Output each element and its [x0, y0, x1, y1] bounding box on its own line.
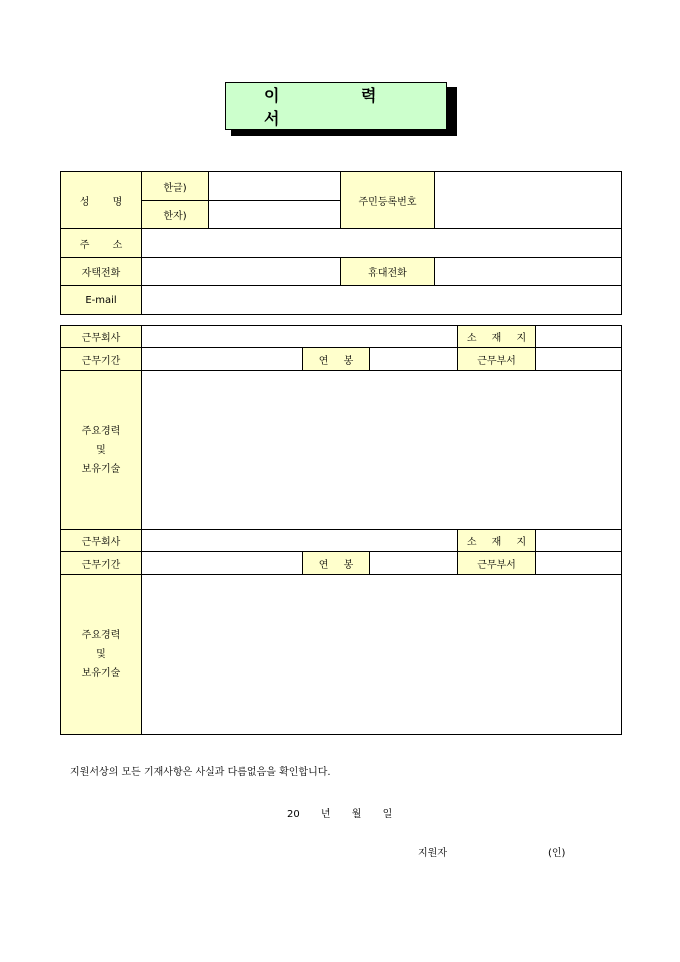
salary-label: 연 봉 [303, 348, 370, 371]
main-career-label: 주요경력 및 보유기술 [61, 371, 142, 530]
confirmation-statement: 지원서상의 모든 기재사항은 사실과 다름없음을 확인합니다. [70, 767, 331, 778]
resident-no-label: 주민등록번호 [341, 172, 435, 229]
mobile-label: 휴대전화 [341, 258, 435, 286]
email-label: E-mail [61, 286, 142, 315]
personal-info-table [60, 171, 622, 315]
department-label: 근무부서 [458, 348, 536, 371]
mobile-field[interactable] [435, 258, 622, 286]
resident-no-field[interactable] [435, 172, 622, 229]
salary-field[interactable] [370, 552, 458, 575]
period-field[interactable] [142, 348, 303, 371]
company-field[interactable] [142, 326, 458, 348]
main-career-label: 주요경력 및 보유기술 [61, 575, 142, 735]
main-career-field[interactable] [142, 371, 622, 530]
home-phone-label: 자택전화 [61, 258, 142, 286]
location-field[interactable] [536, 530, 622, 552]
period-label: 근무기간 [61, 552, 142, 575]
salary-label: 연 봉 [303, 552, 370, 575]
address-field[interactable] [142, 229, 622, 258]
hanja-name-field[interactable] [209, 201, 341, 229]
location-label: 소 재 지 [458, 530, 536, 552]
department-field[interactable] [536, 552, 622, 575]
salary-field[interactable] [370, 348, 458, 371]
department-field[interactable] [536, 348, 622, 371]
seal-label: (인) [548, 848, 566, 859]
career-table [60, 325, 622, 735]
hangul-label: 한글) [142, 172, 209, 201]
home-phone-field[interactable] [142, 258, 341, 286]
applicant-label: 지원자 [418, 848, 447, 859]
location-label: 소 재 지 [458, 326, 536, 348]
hanja-label: 한자) [142, 201, 209, 229]
period-label: 근무기간 [61, 348, 142, 371]
page-title: 이 력 서 [225, 82, 447, 130]
address-label: 주 소 [61, 229, 142, 258]
hangul-name-field[interactable] [209, 172, 341, 201]
period-field[interactable] [142, 552, 303, 575]
main-career-field[interactable] [142, 575, 622, 735]
company-label: 근무회사 [61, 326, 142, 348]
email-field[interactable] [142, 286, 622, 315]
company-label: 근무회사 [61, 530, 142, 552]
signature-date: 20 년 월 일 [287, 809, 393, 820]
company-field[interactable] [142, 530, 458, 552]
department-label: 근무부서 [458, 552, 536, 575]
location-field[interactable] [536, 326, 622, 348]
name-label: 성 명 [61, 172, 142, 229]
